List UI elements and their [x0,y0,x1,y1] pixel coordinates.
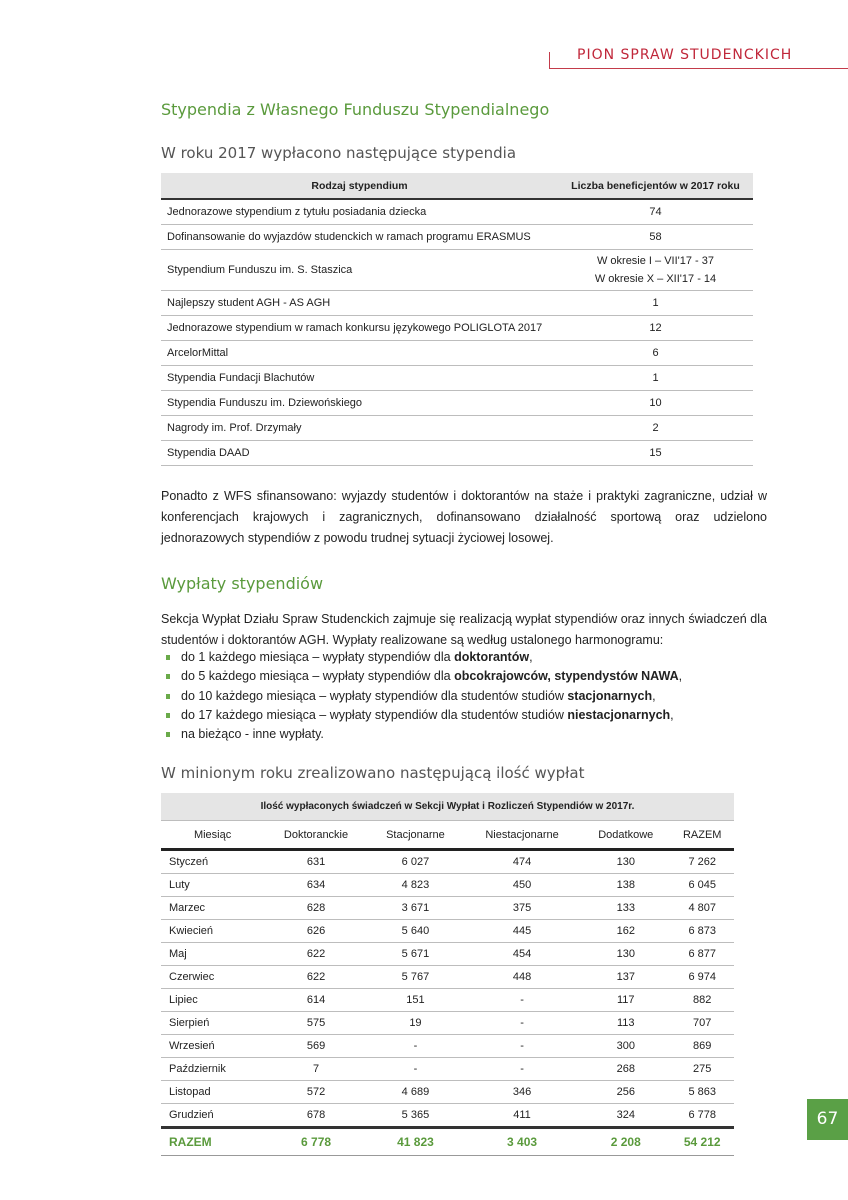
value-cell: 133 [581,897,670,920]
value-cell: 7 [264,1058,368,1081]
scholarships-table [161,173,753,466]
column-header-total: RAZEM [670,821,734,850]
value-cell: 628 [264,897,368,920]
section-header-title: PION SPRAW STUDENCKICH [577,47,793,63]
table-row [161,416,753,441]
beneficiary-count: 6 [558,341,753,366]
list-item [161,648,682,667]
beneficiary-count: 58 [558,225,753,250]
value-cell: 4 807 [670,897,734,920]
payment-schedule-list [161,648,682,744]
section-heading-scholarships: Stypendia z Własnego Funduszu Stypendialnego [161,100,550,119]
value-cell: 448 [463,966,581,989]
table-row [161,316,753,341]
month-cell: Maj [161,943,264,966]
column-header-type: Rodzaj stypendium [161,173,558,199]
value-cell: 707 [670,1012,734,1035]
table-row [161,943,734,966]
table-row [161,250,753,291]
value-cell: 117 [581,989,670,1012]
value-cell: 411 [463,1104,581,1128]
value-cell: 130 [581,850,670,874]
table-row [161,1035,734,1058]
beneficiary-count: 1 [558,291,753,316]
scholarship-name: Jednorazowe stypendium z tytułu posiadania dziecka [161,199,558,225]
value-cell: 6 877 [670,943,734,966]
beneficiary-count: 10 [558,391,753,416]
column-header-count: Liczba beneficjentów w 2017 roku [558,173,753,199]
table-row [161,966,734,989]
list-item [161,667,682,686]
value-cell: 5 640 [368,920,463,943]
table2-subheading: W minionym roku zrealizowano następującą ilość wypłat [161,764,585,782]
bullet-text: do 10 każdego miesiąca – wypłaty stypendiów dla studentów studiów [181,688,568,703]
value-cell: 151 [368,989,463,1012]
value-cell: 622 [264,966,368,989]
value-cell: 5 671 [368,943,463,966]
month-cell: Wrzesień [161,1035,264,1058]
payments-table [161,793,734,1156]
value-cell: 162 [581,920,670,943]
bullet-bold: niestacjonarnych [567,707,671,722]
value-cell: 882 [670,989,734,1012]
list-item [161,687,682,706]
month-cell: Kwiecień [161,920,264,943]
value-cell: 324 [581,1104,670,1128]
header-divider-tick [549,52,550,69]
scholarship-name: Nagrody im. Prof. Drzymały [161,416,558,441]
value-cell: 3 671 [368,897,463,920]
bullet-tail: , [670,707,674,722]
table-row [161,291,753,316]
column-header-month: Miesiąc [161,821,264,850]
scholarship-name: Stypendium Funduszu im. S. Staszica [161,250,558,291]
table-row [161,874,734,897]
value-cell: 346 [463,1081,581,1104]
beneficiary-count: 2 [558,416,753,441]
value-cell: 256 [581,1081,670,1104]
table-row [161,225,753,250]
month-cell: Marzec [161,897,264,920]
value-cell: 268 [581,1058,670,1081]
scholarship-name: Stypendia Fundacji Blachutów [161,366,558,391]
scholarship-name: Dofinansowanie do wyjazdów studenckich w ramach programu ERASMUS [161,225,558,250]
total-value: 54 212 [670,1128,734,1156]
value-cell: 137 [581,966,670,989]
total-value: 6 778 [264,1128,368,1156]
value-cell: 138 [581,874,670,897]
value-cell: 275 [670,1058,734,1081]
month-cell: Styczeń [161,850,264,874]
value-cell: 454 [463,943,581,966]
scholarship-name: Jednorazowe stypendium w ramach konkursu językowego POLIGLOTA 2017 [161,316,558,341]
value-cell: 5 365 [368,1104,463,1128]
column-header-parttime: Niestacjonarne [463,821,581,850]
beneficiary-count: 12 [558,316,753,341]
table-row [161,341,753,366]
value-cell: 678 [264,1104,368,1128]
scholarship-name: Stypendia DAAD [161,441,558,466]
value-cell: 622 [264,943,368,966]
list-item [161,706,682,725]
total-value: 3 403 [463,1128,581,1156]
month-cell: Lipiec [161,989,264,1012]
bullet-text: do 5 każdego miesiąca – wypłaty stypendiów dla [181,669,455,684]
value-cell: - [463,1058,581,1081]
table-row [161,850,734,874]
scholarship-name: ArcelorMittal [161,341,558,366]
table-row [161,391,753,416]
value-cell: 575 [264,1012,368,1035]
table-row [161,920,734,943]
bullet-tail: , [678,669,683,684]
value-cell: 634 [264,874,368,897]
scholarship-name: Najlepszy student AGH - AS AGH [161,291,558,316]
value-cell: 614 [264,989,368,1012]
table-row [161,897,734,920]
value-cell: 6 778 [670,1104,734,1128]
column-header-additional: Dodatkowe [581,821,670,850]
month-cell: Grudzień [161,1104,264,1128]
month-cell: Sierpień [161,1012,264,1035]
month-cell: Czerwiec [161,966,264,989]
period-2-count: W okresie X – XII'17 - 14 [594,273,717,285]
value-cell: 5 863 [670,1081,734,1104]
table-row [161,366,753,391]
value-cell: 7 262 [670,850,734,874]
bullet-bold: obcokrajowców, stypendystów NAWA [454,669,679,684]
bullet-tail: , [652,688,656,703]
value-cell: 869 [670,1035,734,1058]
total-row [161,1128,734,1156]
value-cell: 6 873 [670,920,734,943]
bullet-text: do 17 każdego miesiąca – wypłaty stypendiów dla studentów studiów [181,707,568,722]
page-number-badge: 67 [807,1099,848,1140]
beneficiary-count: 74 [558,199,753,225]
section-heading-payments: Wypłaty stypendiów [161,574,324,593]
value-cell: 450 [463,874,581,897]
list-item [161,725,682,744]
period-1-count: W okresie I – VII'17 - 37 [596,255,715,267]
value-cell: 300 [581,1035,670,1058]
value-cell: 474 [463,850,581,874]
table-row [161,1104,734,1128]
value-cell: 631 [264,850,368,874]
month-cell: Listopad [161,1081,264,1104]
table-row [161,441,753,466]
scholarship-name: Stypendia Funduszu im. Dziewońskiego [161,391,558,416]
value-cell: 445 [463,920,581,943]
month-cell: Październik [161,1058,264,1081]
column-header-doctoral: Doktoranckie [264,821,368,850]
bullet-bold: stacjonarnych [567,688,653,703]
bullet-text: na bieżąco - inne wypłaty. [181,727,324,742]
table-row [161,989,734,1012]
table-row [161,1012,734,1035]
payments-paragraph: Sekcja Wypłat Działu Spraw Studenckich zajmuje się realizacją wypłat stypendiów oraz innych świadczeń dla studentów i doktorantów AGH. Wypłaty realizowane są według ustalonego harmonogramu: [161,612,767,647]
value-cell: 6 974 [670,966,734,989]
beneficiary-count: 15 [558,441,753,466]
value-cell: 375 [463,897,581,920]
total-value: 41 823 [368,1128,463,1156]
value-cell: 5 767 [368,966,463,989]
month-cell: Luty [161,874,264,897]
value-cell: - [463,989,581,1012]
value-cell: 113 [581,1012,670,1035]
bullet-bold: doktorantów [454,650,530,664]
table-row [161,1058,734,1081]
value-cell: 4 689 [368,1081,463,1104]
wfs-paragraph: Ponadto z WFS sfinansowano: wyjazdy studentów i doktorantów na staże i praktyki zagraniczne, udział w konferencjach krajowych i zagranicznych, dofinansowano działalność sportową oraz udzielono jednorazowych stypendiów z powodu trudnej sytuacji życiowej losowej. [161,489,767,545]
value-cell: - [463,1012,581,1035]
beneficiary-count [558,250,753,291]
bullet-text: do 1 każdego miesiąca – wypłaty stypendiów dla [181,650,455,664]
bullet-tail: , [529,650,533,664]
table-row [161,199,753,225]
value-cell: - [368,1035,463,1058]
value-cell: 569 [264,1035,368,1058]
beneficiary-count: 1 [558,366,753,391]
value-cell: 19 [368,1012,463,1035]
value-cell: 572 [264,1081,368,1104]
value-cell: 6 027 [368,850,463,874]
value-cell: - [368,1058,463,1081]
total-value: 2 208 [581,1128,670,1156]
value-cell: 6 045 [670,874,734,897]
table1-subheading: W roku 2017 wypłacono następujące stypendia [161,144,517,162]
header-divider [549,68,848,69]
value-cell: 130 [581,943,670,966]
value-cell: - [463,1035,581,1058]
total-label: RAZEM [161,1128,264,1156]
payments-table-caption: Ilość wypłaconych świadczeń w Sekcji Wypłat i Rozliczeń Stypendiów w 2017r. [161,793,734,821]
table-row [161,1081,734,1104]
value-cell: 626 [264,920,368,943]
column-header-fulltime: Stacjonarne [368,821,463,850]
value-cell: 4 823 [368,874,463,897]
